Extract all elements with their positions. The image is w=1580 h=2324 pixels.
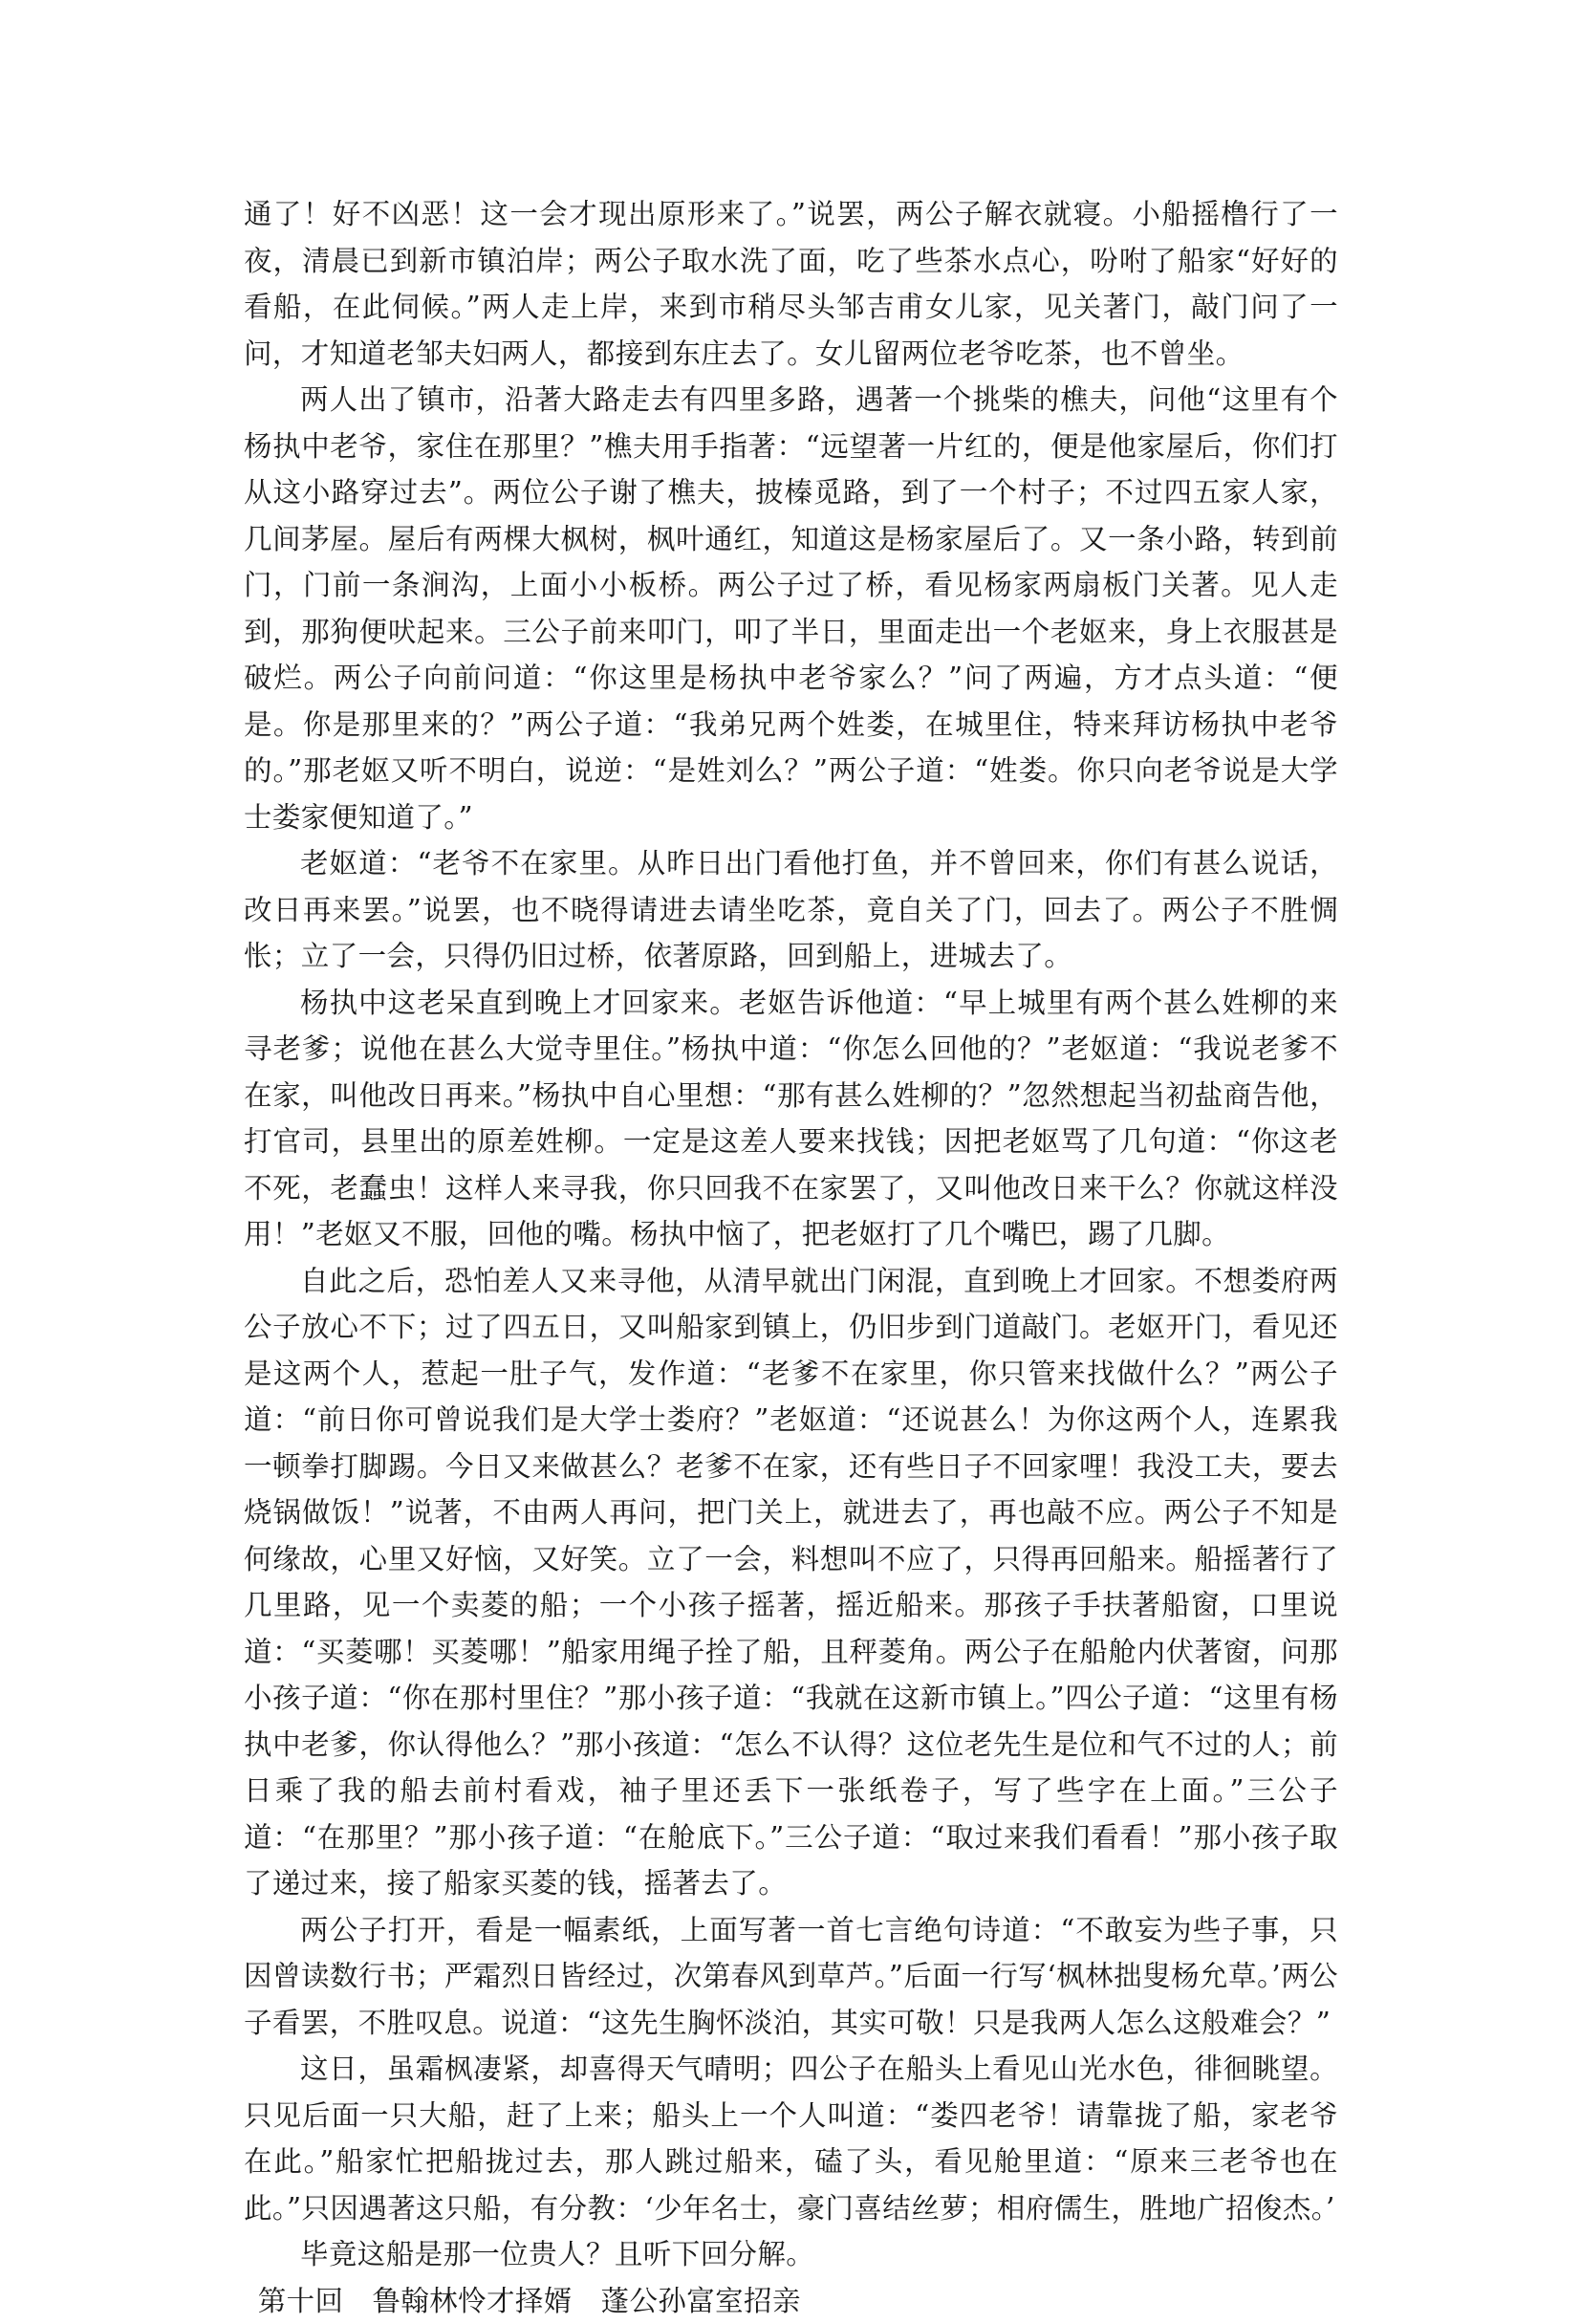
paragraph-2: 两人出了镇市，沿著大路走去有四里多路，遇著一个挑柴的樵夫，问他“这里有个杨执中老爷，家住在那里？”樵夫用手指著：“远望著一片红的，便是他家屋后，你们打从这小路穿过去”。两位公子谢了樵夫，披榛觅路，到了一个村子；不过四五家人家，几间茅屋。屋后有两棵大枫树，枫叶通红，知道这是杨家屋后了。又一条小路，转到前门，门前一条涧沟，上面小小板桥。两公子过了桥，看见杨家两扇板门关著。见人走到，那狗便吠起来。三公子前来叩门，叩了半日，里面走出一个老妪来，身上衣服甚是破烂。两公子向前问道：“你这里是杨执中老爷家么？”问了两遍，方才点头道：“便是。你是那里来的？”两公子道：“我弟兄两个姓娄，在城里住，特来拜访杨执中老爷的。”那老妪又听不明白，说逆：“是姓刘么？”两公子道：“姓娄。你只向老爷说是大学士娄家便知道了。” (244, 377, 1338, 840)
paragraph-5: 自此之后，恐怕差人又来寻他，从清早就出门闲混，直到晚上才回家。不想娄府两公子放心不下；过了四五日，又叫船家到镇上，仍旧步到门道敲门。老妪开门，看见还是这两个人，惹起一肚子气，发作道：“老爹不在家里，你只管来找做什么？”两公子道：“前日你可曾说我们是大学士娄府？”老妪道：“还说甚么！为你这两个人，连累我一顿拳打脚踢。今日又来做甚么？老爹不在家，还有些日子不回家哩！我没工夫，要去烧锅做饭！”说著，不由两人再问，把门关上，就进去了，再也敲不应。两公子不知是何缘故，心里又好恼，又好笑。立了一会，料想叫不应了，只得再回船来。船摇著行了几里路，见一个卖菱的船；一个小孩子摇著，摇近船来。那孩子手扶著船窗，口里说道：“买菱哪！买菱哪！”船家用绳子拴了船，且秤菱角。两公子在船舱内伏著窗，问那小孩子道：“你在那村里住？”那小孩子道：“我就在这新市镇上。”四公子道：“这里有杨执中老爹，你认得他么？”那小孩道：“怎么不认得？这位老先生是位和气不过的人；前日乘了我的船去前村看戏，袖子里还丢下一张纸卷子，写了些字在上面。”三公子道：“在那里？”那小孩子道：“在舱底下。”三公子道：“取过来我们看看！”那小孩子取了递过来，接了船家买菱的钱，摇著去了。 (244, 1258, 1338, 1907)
paragraph-1: 通了！好不凶恶！这一会才现出原形来了。”说罢，两公子解衣就寝。小船摇橹行了一夜，清晨已到新市镇泊岸；两公子取水洗了面，吃了些茶水点心，吩咐了船家“好好的看船，在此伺候。”两人走上岸，来到市稍尽头邹吉甫女儿家，见关著门，敲门问了一问，才知道老邹夫妇两人，都接到东庄去了。女儿留两位老爷吃茶，也不曾坐。 (244, 191, 1338, 377)
paragraph-4: 杨执中这老呆直到晚上才回家来。老妪告诉他道：“早上城里有两个甚么姓柳的来寻老爹；说他在甚么大觉寺里住。”杨执中道：“你怎么回他的？”老妪道：“我说老爹不在家，叫他改日再来。”杨执中自心里想：“那有甚么姓柳的？”忽然想起当初盐商告他，打官司，县里出的原差姓柳。一定是这差人要来找钱；因把老妪骂了几句道：“你这老不死，老蠢虫！这样人来寻我，你只回我不在家罢了，又叫他改日来干么？你就这样没用！”老妪又不服，回他的嘴。杨执中恼了，把老妪打了几个嘴巴，踢了几脚。 (244, 980, 1338, 1258)
paragraph-3: 老妪道：“老爷不在家里。从昨日出门看他打鱼，并不曾回来，你们有甚么说话，改日再来罢。”说罢，也不晓得请进去请坐吃茶，竟自关了门，回去了。两公子不胜惆怅；立了一会，只得仍旧过桥，依著原路，回到船上，进城去了。 (244, 840, 1338, 980)
chapter-title: 第十回 鲁翰林怜才择婿 蓬公孙富室招亲 (244, 2278, 1338, 2324)
document-page (244, 191, 1338, 2324)
paragraph-6: 两公子打开，看是一幅素纸，上面写著一首七言绝句诗道：“不敢妄为些子事，只因曾读数行书；严霜烈日皆经过，次第春风到草芦。”后面一行写‘枫林拙叟杨允草。’两公子看罢，不胜叹息。说道：“这先生胸怀淡泊，其实可敬！只是我两人怎么这般难会？” (244, 1907, 1338, 2047)
paragraph-8: 毕竟这船是那一位贵人？且听下回分解。 (244, 2231, 1338, 2278)
paragraph-7: 这日，虽霜枫凄紧，却喜得天气晴明；四公子在船头上看见山光水色，徘徊眺望。只见后面一只大船，赶了上来；船头上一个人叫道：“娄四老爷！请靠拢了船，家老爷在此。”船家忙把船拢过去，那人跳过船来，磕了头，看见舱里道：“原来三老爷也在此。”只因遇著这只船，有分教：‘少年名士，豪门喜结丝萝；相府儒生，胜地广招俊杰。’ (244, 2046, 1338, 2231)
